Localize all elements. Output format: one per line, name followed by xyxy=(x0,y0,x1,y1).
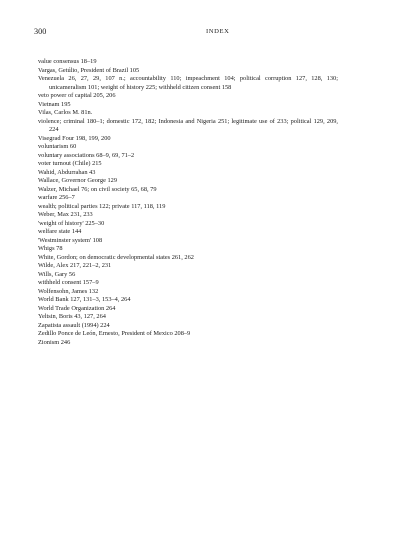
index-entry: Vargas, Getúlio, President of Brazil 105 xyxy=(38,66,140,74)
index-entry: White, Gordon; on democratic developmental states 261, 262 xyxy=(38,253,194,261)
index-entry: Whigs 78 xyxy=(38,245,63,252)
index-entry: Wills, Gary 56 xyxy=(38,270,76,278)
index-entry: 'weight of history' 225–30 xyxy=(38,219,105,227)
index-list xyxy=(38,58,338,347)
index-entry: voluntary associations 68–9, 69, 71–2 xyxy=(38,151,135,159)
index-entry: 'Westminster system' 108 xyxy=(38,236,103,244)
index-entry: Venezuela 26, 27, 29, 107 n.; accountability 110; impeachment 104; political corruption 127, 128, 130; unicameralism 101; weight of history 225; withheld citizen consent 158 xyxy=(38,75,338,91)
running-head: INDEX xyxy=(206,28,230,35)
index-entry: withheld consent 157–9 xyxy=(38,279,99,286)
index-entry: violence; criminal 180–1; domestic 172, 182; Indonesia and Nigeria 251; legitimate use of 233; political 129, 209, 224 xyxy=(38,117,338,133)
index-entry: Visegrad Four 198, 199, 200 xyxy=(38,134,111,142)
index-entry: Wilde, Alex 217, 221–2, 231 xyxy=(38,262,112,269)
index-entry: Weber, Max 231, 233 xyxy=(38,211,93,218)
index-entry: voluntarism 60 xyxy=(38,143,77,150)
index-entry: warfare 256–7 xyxy=(38,194,75,201)
index-entry: wealth; political parties 122; private 117, 118, 119 xyxy=(38,202,166,210)
index-entry: Vietnam 195 xyxy=(38,100,71,108)
index-entry: Wallace, Governor George 129 xyxy=(38,177,117,184)
index-entry: veto power of capital 205, 206 xyxy=(38,92,116,99)
index-entry: Zedillo Ponce de León, Ernesto, President of Mexico 208–9 xyxy=(38,330,191,337)
index-entry: World Bank 127, 131–3, 153–4, 264 xyxy=(38,296,131,303)
index-entry: Walzer, Michael 76; on civil society 65, 68, 79 xyxy=(38,185,157,193)
index-entry: Zionism 246 xyxy=(38,338,71,346)
index-entry: Yeltsin, Boris 43, 127, 264 xyxy=(38,313,106,320)
index-entry: welfare state 144 xyxy=(38,228,82,235)
page-number: 300 xyxy=(34,27,47,36)
index-entry: voter turnout (Chile) 215 xyxy=(38,160,102,167)
index-entry: Wahid, Abdurrahan 43 xyxy=(38,168,96,176)
index-entry: World Trade Organization 264 xyxy=(38,304,116,312)
index-entry: Zapatista assault (1994) 224 xyxy=(38,321,110,329)
index-entry: Wolfensohn, James 132 xyxy=(38,287,99,295)
index-entry: Vilas, Carlos M. 81n. xyxy=(38,109,93,116)
index-entry: value consensus 18–19 xyxy=(38,58,97,65)
